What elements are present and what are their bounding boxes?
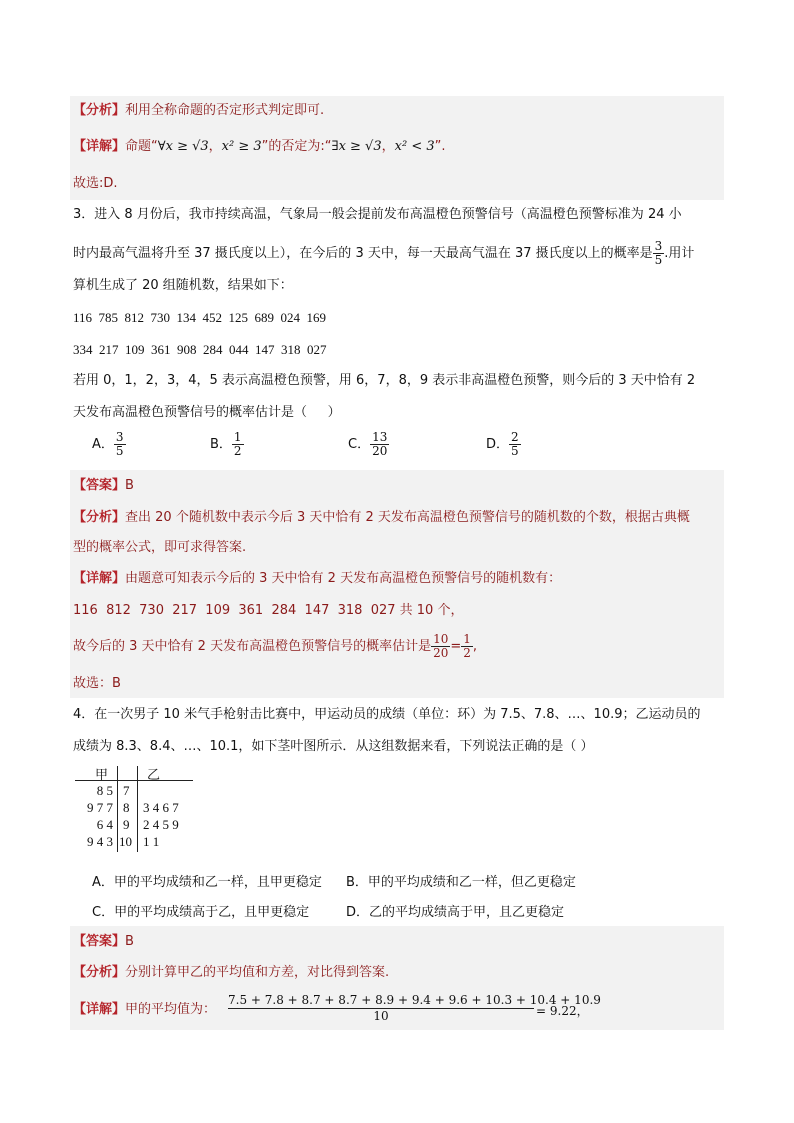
q3-line3: 算机生成了 20 组随机数，结果如下： [73,278,293,293]
analysis-text: 利用全称命题的否定形式判定即可. [125,103,325,118]
stem: 8 [123,800,130,815]
exists-expr: ∃x ≥ √3 [331,139,382,154]
q3-answer: 【答案】B [73,478,134,493]
q3-line1: 3．进入 8 月份后，我市持续高温，气象局一般会提前发布高温橙色预警信号（高温橙色预警标准为 24 小 [73,207,682,222]
option-d[interactable]: D．乙的平均成绩高于甲，且乙更稳定 [346,905,565,920]
stem: 10 [119,834,132,849]
q3-detail-3: 故今后的 3 天中恰有 2 天发布高温橙色预警信号的概率估计是 $\frac{10}{20}$ = $\frac{1}{2}$ , [73,632,478,660]
cond-expr: x² ≥ 3 [221,139,262,154]
right-leaves: 1 1 [143,834,160,849]
stem-leaf-plot [75,766,195,856]
stem: 7 [123,783,130,798]
option-c[interactable]: C． $\frac{13}{20}$ [348,430,388,458]
q4-detail: 【详解】甲的平均值为： [73,1002,217,1017]
q3-line2: 时内最高气温将升至 37 摄氏度以上），在今后的 3 天中，每一天最高气温在 37 摄氏度以上的概率是 $\frac{3}{5}$ .用计 [73,239,695,267]
right-leaves: 2 4 5 9 [143,817,179,832]
q4-answer: 【答案】B [73,934,134,949]
prev-choice: 故选:D. [73,176,118,191]
q4-analysis: 【分析】分别计算甲乙的平均值和方差，对比得到答案. [73,965,390,980]
q3-choice: 故选：B [73,676,121,691]
detail-tag: 【详解】 [73,139,126,154]
q3-analysis-2: 型的概率公式，即可求得答案. [73,540,247,555]
head-right: 乙 [147,767,161,782]
q3-line4: 若用 0，1，2，3，4，5 表示高温橙色预警，用 6，7，8，9 表示非高温橙色预警，则今后的 3 天中恰有 2 [73,373,696,388]
left-leaves: 6 4 [96,817,113,832]
option-a[interactable]: A．甲的平均成绩和乙一样，且甲更稳定 [92,875,322,890]
analysis-tag: 【分析】 [73,103,126,118]
head-left: 甲 [95,767,109,782]
left-leaves: 9 7 7 [87,800,113,815]
left-leaves: 8 5 [96,783,113,798]
q3-detail-1: 【详解】由题意可知表示今后的 3 天中恰有 2 天发布高温橙色预警信号的随机数有： [73,571,562,586]
option-d[interactable]: D． $\frac{2}{5}$ [486,430,519,458]
prev-detail: 【详解】命题“∀x ≥ √3，x² ≥ 3”的否定为:“∃x ≥ √3，x² < 3”. [73,139,446,154]
stem-rule-right [137,766,138,852]
stem-rule-left [117,766,118,852]
q3-analysis-1: 【分析】查出 20 个随机数中表示今后 3 天中恰有 2 天发布高温橙色预警信号的随机数的个数，根据古典概 [73,510,690,525]
option-b[interactable]: B． $\frac{1}{2}$ [210,430,242,458]
left-leaves: 9 4 3 [87,834,113,849]
prob-fraction: $\frac{3}{5}$ [654,239,663,267]
right-leaves: 3 4 6 7 [143,800,179,815]
option-a[interactable]: A． $\frac{3}{5}$ [92,430,124,458]
stem: 9 [123,817,130,832]
prev-analysis [73,101,324,121]
q4-line1: 4．在一次男子 10 米气手枪射击比赛中，甲运动员的成绩（单位：环）为 7.5、7.8、…、10.9；乙运动员的 [73,707,701,722]
forall-expr: ∀x ≥ √3 [157,139,209,154]
header-rule [75,780,193,781]
mean-denominator: 10 [373,1009,389,1023]
neg-cond-expr: x² < 3 [394,139,435,154]
mean-result: = 9.22， [536,1004,589,1018]
option-c[interactable]: C．甲的平均成绩高于乙，且甲更稳定 [92,905,310,920]
q3-line5: 天发布高温橙色预警信号的概率估计是（ ） [73,405,341,420]
random-numbers-row-2: 334 217 109 361 908 284 044 147 318 027 [73,342,327,357]
q3-detail-2: 116 812 730 217 109 361 284 147 318 027 共 10 个， [73,603,464,618]
option-b[interactable]: B．甲的平均成绩和乙一样，但乙更稳定 [346,875,576,890]
random-numbers-row-1: 116 785 812 730 134 452 125 689 024 169 [73,310,327,325]
q4-line2: 成绩为 8.3、8.4、…、10.1，如下茎叶图所示．从这组数据来看，下列说法正确的是（ ） [73,739,594,754]
mean-numerator: 7.5 + 7.8 + 8.7 + 8.7 + 8.9 + 9.4 + 9.6 + 10.3 + 10.4 + 10.9 [228,993,601,1007]
